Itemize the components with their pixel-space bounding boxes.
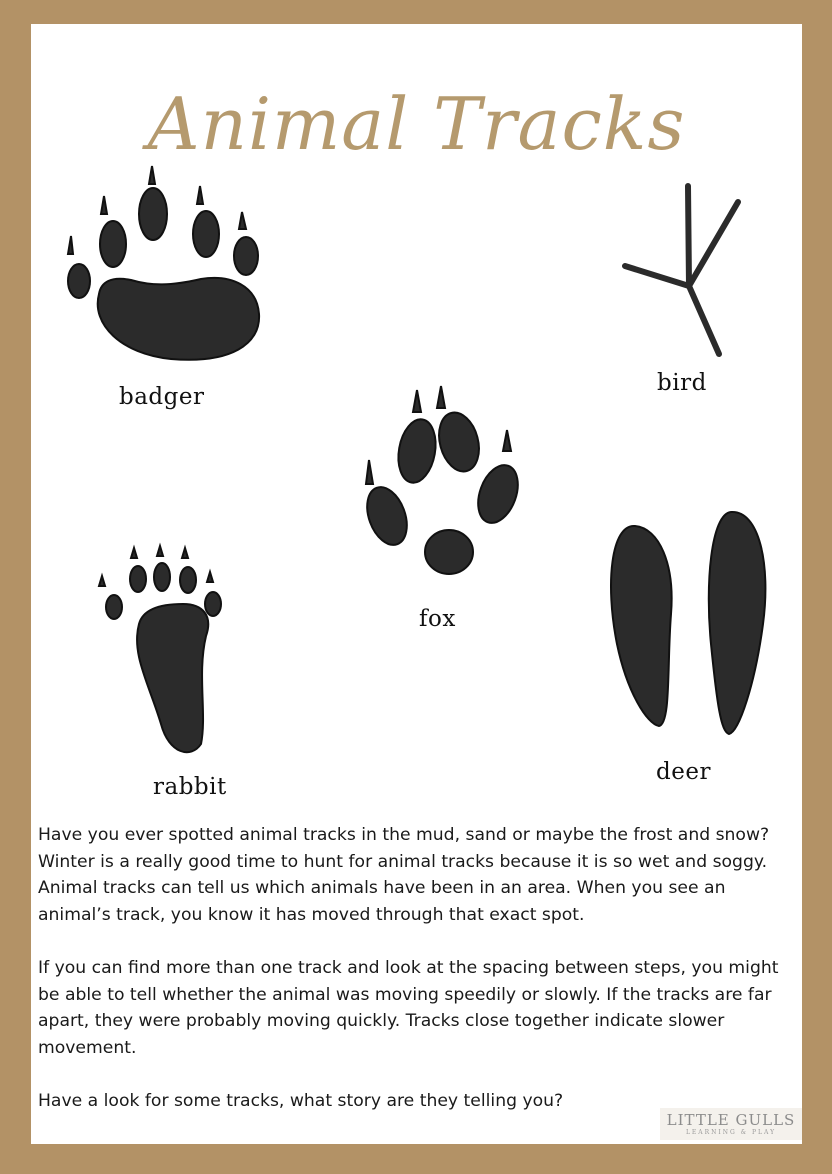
tracks-illustration xyxy=(31,24,802,824)
worksheet-page xyxy=(31,24,802,1144)
fox-track-icon xyxy=(360,386,525,574)
brand-logo xyxy=(660,1108,802,1140)
paragraph: Have a look for some tracks, what story are they telling you? xyxy=(38,1090,564,1111)
body-text xyxy=(38,822,798,1141)
page-title: Animal Tracks xyxy=(147,82,686,166)
badger-track-icon xyxy=(68,166,259,360)
logo-text: LITTLE GULLS xyxy=(666,1111,796,1129)
paragraph: Have you ever spotted animal tracks in the mud, sand or maybe the frost and snow? Winter is a really good time to hunt for animal tracks because it is so wet and soggy. Animal tracks can tell us which animals have been in an area. When you see an animal’s track, you know it has moved through that exact spot. xyxy=(38,825,770,925)
rabbit-label: rabbit xyxy=(153,774,227,800)
rabbit-track-icon xyxy=(99,546,221,752)
paragraph: If you can find more than one track and look at the spacing between steps, you might be able to tell whether the animal was moving speedily or slowly. If the tracks are far apart, they were probably moving quickly. Tracks close together indicate slower movement. xyxy=(38,957,779,1058)
badger-label: badger xyxy=(119,384,205,410)
logo-tagline: LEARNING & PLAY xyxy=(685,1129,777,1136)
bird-label: bird xyxy=(657,370,707,396)
deer-track-icon xyxy=(611,512,765,734)
fox-label: fox xyxy=(419,606,456,632)
bird-track-icon xyxy=(625,186,738,354)
deer-label: deer xyxy=(656,759,711,785)
